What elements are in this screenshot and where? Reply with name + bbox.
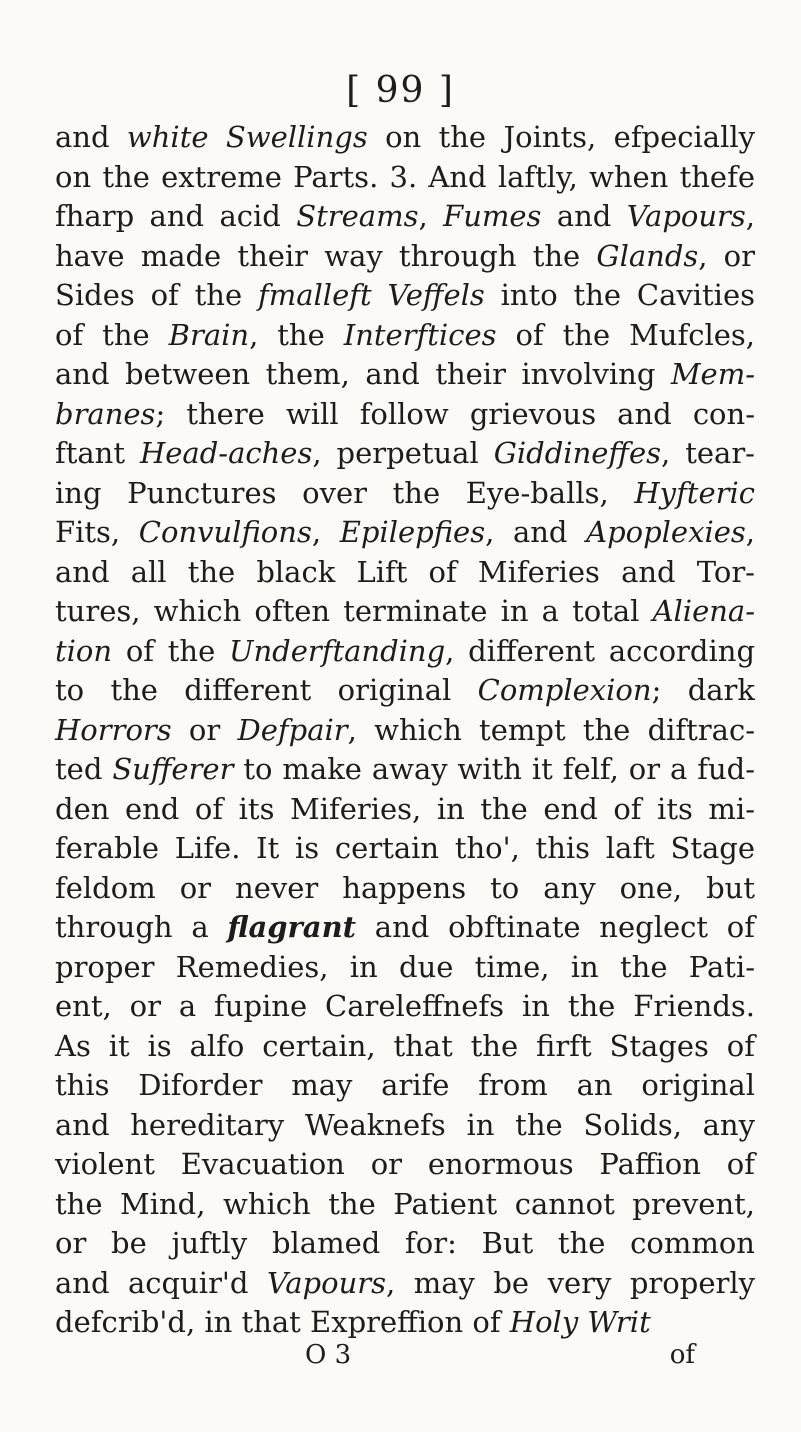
italic-text-segment: Convulfions	[138, 515, 312, 549]
text-segment: and	[541, 199, 627, 233]
text-segment: on the extreme Parts. 3. And laftly, when thefe	[55, 159, 755, 194]
text-line	[55, 237, 755, 277]
text-segment: to make away with it felf, or a fud-	[233, 752, 755, 786]
italic-text-segment: Streams	[296, 199, 419, 233]
text-segment: ,	[745, 515, 755, 549]
text-segment: ftant	[55, 436, 140, 470]
text-segment: ,	[418, 199, 444, 233]
text-line	[55, 118, 755, 158]
text-segment: or	[171, 712, 238, 747]
italic-text-segment: white Swellings	[126, 120, 368, 154]
text-segment: of the	[55, 317, 169, 352]
text-segment: and	[55, 120, 127, 154]
italic-text-segment: Defpair	[237, 712, 348, 747]
italic-text-segment: Horrors	[55, 712, 172, 747]
text-segment: tures, which often terminate in a total	[55, 594, 653, 628]
body-text	[55, 118, 755, 1343]
text-line	[55, 908, 755, 948]
text-line	[55, 553, 755, 593]
text-line	[55, 711, 755, 751]
text-line	[55, 1106, 755, 1146]
text-segment: have made their way through the	[55, 238, 597, 273]
text-segment: , perpetual	[312, 436, 494, 470]
text-line	[55, 829, 755, 869]
text-segment: proper Remedies, in due time, in the Pati-	[55, 949, 755, 984]
text-segment: fharp and acid	[55, 199, 297, 233]
text-segment: ; dark	[651, 673, 755, 707]
italic-text-segment: Head-aches	[139, 436, 313, 470]
text-line	[55, 1066, 755, 1106]
catchword: of	[669, 1340, 695, 1370]
text-segment: ing Punctures over the Eye-balls,	[55, 475, 635, 510]
text-line	[55, 1303, 755, 1343]
text-segment: into the Cavities	[484, 278, 755, 312]
text-line	[55, 790, 755, 830]
text-line	[55, 395, 755, 435]
text-segment: or be juftly blamed for: But the common	[55, 1226, 755, 1260]
text-line	[55, 987, 755, 1027]
text-line	[55, 316, 755, 356]
text-line	[55, 158, 755, 198]
text-segment: , different according	[445, 633, 756, 668]
text-segment: ; there will follow grievous and con-	[155, 396, 755, 431]
text-segment: , and	[485, 515, 587, 549]
text-segment: and hereditary Weaknefs in the Solids, any	[55, 1107, 755, 1142]
text-segment: violent Evacuation or enormous Paffion of	[55, 1147, 755, 1181]
text-segment: and between them, and their involving	[55, 357, 671, 391]
text-segment: , may be very properly	[386, 1265, 755, 1300]
text-line	[55, 513, 755, 553]
italic-text-segment: fmalleft Veffels	[258, 278, 485, 312]
text-segment: Fits,	[55, 515, 139, 549]
italic-text-segment: Epilepfies	[339, 515, 486, 549]
text-segment: ,	[745, 199, 756, 233]
text-line	[55, 869, 755, 909]
text-segment: defcrib'd, in that Expreffion of	[55, 1305, 510, 1339]
text-segment: and obftinate neglect of	[356, 910, 755, 944]
text-line	[55, 474, 755, 514]
italic-text-segment: Hyfteric	[634, 475, 755, 510]
italic-text-segment: Complexion	[477, 673, 652, 707]
text-segment: the Mind, which the Patient cannot prevent,	[55, 1186, 755, 1221]
signature-mark: O 3	[305, 1340, 352, 1370]
italic-text-segment: Aliena-	[652, 594, 755, 628]
italic-text-segment: Mem-	[670, 357, 755, 391]
italic-text-segment: Interftices	[343, 317, 497, 352]
text-segment: den end of its Miferies, in the end of its mi-	[55, 791, 755, 826]
italic-text-segment: Holy Writ	[509, 1305, 651, 1339]
text-segment: ferable Life. It is certain tho', this laft Stage	[55, 831, 755, 865]
text-line	[55, 355, 755, 395]
text-segment: on the Joints, efpecially	[367, 120, 756, 154]
text-line	[55, 592, 755, 632]
text-segment: , which tempt the diftrac-	[347, 712, 756, 747]
text-segment: of the Mufcles,	[496, 317, 755, 352]
text-line	[55, 1264, 755, 1304]
italic-text-segment: Vapours	[266, 1265, 386, 1300]
text-segment: Sides of the	[55, 278, 258, 312]
italic-text-segment: Apoplexies	[586, 515, 746, 549]
text-segment: ,	[311, 515, 340, 549]
text-segment: to the different original	[55, 673, 478, 707]
text-line	[55, 1027, 755, 1067]
text-segment: ent, or a fupine Careleffnefs in the Friends.	[55, 989, 755, 1023]
text-line	[55, 276, 755, 316]
text-segment: feldom or never happens to any one, but	[55, 870, 755, 905]
page-footer	[55, 1340, 755, 1380]
text-segment: and all the black Lift of Miferies and Tor-	[55, 554, 755, 589]
italic-text-segment: Fumes	[443, 199, 542, 233]
text-line	[55, 948, 755, 988]
text-segment: ted	[55, 752, 113, 786]
italic-text-segment: flagrant	[227, 910, 357, 944]
text-line	[55, 1145, 755, 1185]
italic-text-segment: Underftanding	[229, 633, 446, 668]
text-line	[55, 1185, 755, 1225]
text-line	[55, 434, 755, 474]
text-segment: of the	[112, 633, 230, 668]
italic-text-segment: tion	[55, 633, 113, 668]
text-line	[55, 197, 755, 237]
text-segment: and acquir'd	[55, 1265, 267, 1300]
italic-text-segment: branes	[55, 396, 156, 431]
text-segment: , or	[698, 238, 756, 273]
italic-text-segment: Glands	[596, 238, 699, 273]
text-line	[55, 1224, 755, 1264]
italic-text-segment: Brain	[168, 317, 250, 352]
page-number: [ 99 ]	[346, 70, 455, 111]
text-segment: through a	[55, 910, 228, 944]
text-segment: , the	[249, 317, 344, 352]
italic-text-segment: Giddineffes	[493, 436, 662, 470]
italic-text-segment: Sufferer	[112, 752, 234, 786]
text-segment: , tear-	[661, 436, 755, 470]
text-line	[55, 632, 755, 672]
italic-text-segment: Vapours	[626, 199, 746, 233]
text-line	[55, 750, 755, 790]
text-segment: this Diforder may arife from an original	[55, 1068, 755, 1102]
text-segment: As it is alfo certain, that the firft Stages of	[55, 1028, 755, 1063]
text-line	[55, 671, 755, 711]
